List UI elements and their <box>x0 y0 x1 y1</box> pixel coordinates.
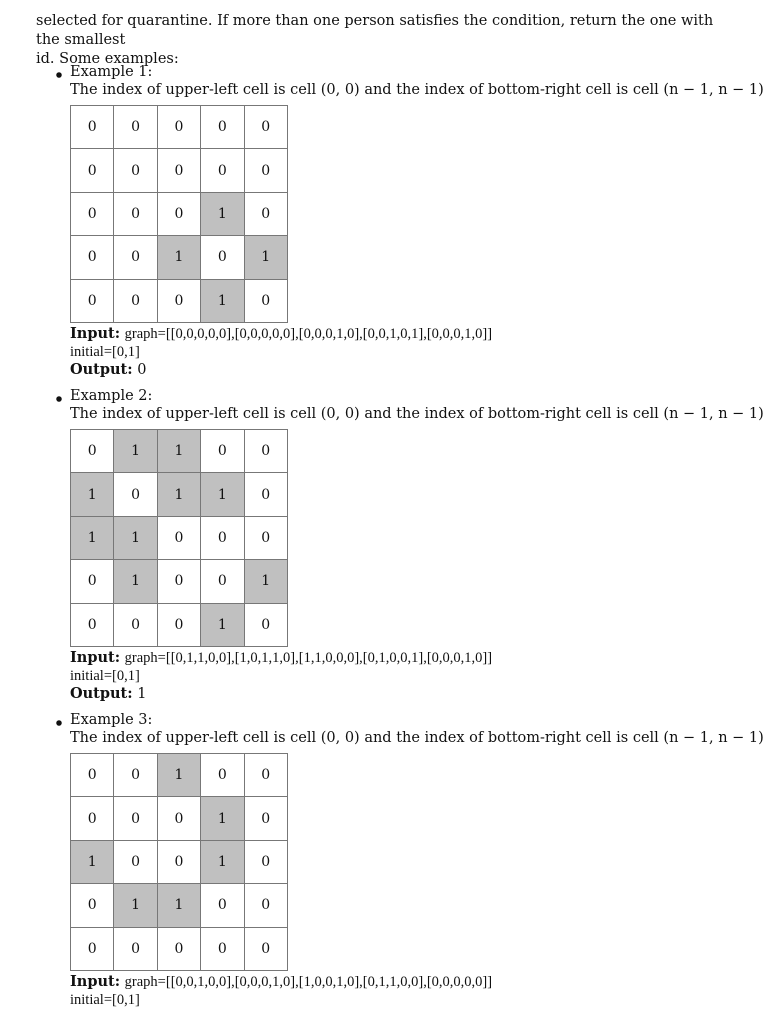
grid-cell-2-3: 1 <box>201 193 244 236</box>
grid-cell-3-0: 0 <box>71 560 114 603</box>
grid-cell-4-2: 0 <box>158 280 201 323</box>
grid-cell-0-1: 1 <box>114 430 157 473</box>
grid-cell-0-3: 0 <box>201 430 244 473</box>
grid-cell-1-2: 0 <box>158 149 201 192</box>
example-description: The index of upper-left cell is cell (0, 0) and the index of bottom-right cell is cell (n − 1, n − 1) <box>70 730 764 746</box>
example-title: Example 3: <box>70 712 153 728</box>
grid-cell-4-2: 0 <box>158 604 201 647</box>
grid-cell-0-2: 1 <box>158 754 201 797</box>
grid-cell-3-2: 1 <box>158 884 201 927</box>
grid-cell-2-4: 0 <box>245 193 288 236</box>
grid-cell-3-2: 0 <box>158 560 201 603</box>
intro-line-1: selected for quarantine. If more than one person satisfies the condition, return the one with the smallest <box>36 13 714 48</box>
input-label: Input: <box>70 325 121 342</box>
matrix-grid <box>70 429 288 647</box>
grid-cell-4-3: 0 <box>201 928 244 971</box>
grid-cell-0-1: 0 <box>114 754 157 797</box>
matrix-grid <box>70 105 288 323</box>
grid-cell-1-0: 0 <box>71 797 114 840</box>
example-output <box>70 685 146 703</box>
example-input <box>70 325 492 343</box>
grid-cell-4-0: 0 <box>71 604 114 647</box>
example-input <box>70 973 492 991</box>
bullet-icon <box>56 720 62 726</box>
grid-cell-0-1: 0 <box>114 106 157 149</box>
grid-cell-2-1: 0 <box>114 193 157 236</box>
grid-cell-4-1: 0 <box>114 604 157 647</box>
grid-cell-1-3: 1 <box>201 797 244 840</box>
intro-paragraph <box>36 12 736 69</box>
output-label: Output: <box>70 361 133 378</box>
input-label: Input: <box>70 973 121 990</box>
matrix-grid <box>70 753 288 971</box>
grid-cell-1-2: 1 <box>158 473 201 516</box>
example-description: The index of upper-left cell is cell (0, 0) and the index of bottom-right cell is cell (n − 1, n − 1) <box>70 406 764 422</box>
grid-cell-1-2: 0 <box>158 797 201 840</box>
grid-cell-3-4: 1 <box>245 560 288 603</box>
grid-cell-4-3: 1 <box>201 604 244 647</box>
grid-cell-1-4: 0 <box>245 149 288 192</box>
grid-cell-0-3: 0 <box>201 106 244 149</box>
grid-cell-3-3: 0 <box>201 560 244 603</box>
grid-cell-4-4: 0 <box>245 604 288 647</box>
grid-cell-3-1: 1 <box>114 560 157 603</box>
grid-cell-4-2: 0 <box>158 928 201 971</box>
grid-cell-3-0: 0 <box>71 236 114 279</box>
input-initial: initial=[0,1] <box>70 992 140 1008</box>
grid-cell-0-4: 0 <box>245 754 288 797</box>
grid-cell-0-4: 0 <box>245 430 288 473</box>
intro-line-2: id. Some examples: <box>36 51 179 67</box>
grid-cell-1-1: 0 <box>114 797 157 840</box>
example-output <box>70 361 146 379</box>
grid-cell-1-4: 0 <box>245 473 288 516</box>
grid-cell-3-0: 0 <box>71 884 114 927</box>
grid-cell-2-4: 0 <box>245 841 288 884</box>
grid-cell-4-0: 0 <box>71 280 114 323</box>
example-title: Example 1: <box>70 64 153 80</box>
grid-cell-0-0: 0 <box>71 430 114 473</box>
grid-cell-1-0: 0 <box>71 149 114 192</box>
grid-cell-1-3: 0 <box>201 149 244 192</box>
grid-cell-4-4: 0 <box>245 280 288 323</box>
grid-cell-2-0: 1 <box>71 517 114 560</box>
grid-cell-0-2: 0 <box>158 106 201 149</box>
grid-cell-1-0: 1 <box>71 473 114 516</box>
grid-cell-3-3: 0 <box>201 236 244 279</box>
output-value: 0 <box>137 362 147 378</box>
input-graph: graph=[[0,0,1,0,0],[0,0,0,1,0],[1,0,0,1,0],[0,1,1,0,0],[0,0,0,0,0]] <box>124 974 493 990</box>
bullet-icon <box>56 72 62 78</box>
grid-cell-4-1: 0 <box>114 928 157 971</box>
input-label: Input: <box>70 649 121 666</box>
grid-cell-4-3: 1 <box>201 280 244 323</box>
grid-cell-0-0: 0 <box>71 106 114 149</box>
output-value: 1 <box>137 686 147 702</box>
grid-cell-1-1: 0 <box>114 149 157 192</box>
grid-cell-2-2: 0 <box>158 517 201 560</box>
input-initial: initial=[0,1] <box>70 344 140 360</box>
grid-cell-4-0: 0 <box>71 928 114 971</box>
grid-cell-1-3: 1 <box>201 473 244 516</box>
grid-cell-4-1: 0 <box>114 280 157 323</box>
grid-cell-2-4: 0 <box>245 517 288 560</box>
grid-cell-2-3: 1 <box>201 841 244 884</box>
grid-cell-1-1: 0 <box>114 473 157 516</box>
grid-cell-2-2: 0 <box>158 841 201 884</box>
bullet-icon <box>56 396 62 402</box>
input-graph: graph=[[0,1,1,0,0],[1,0,1,1,0],[1,1,0,0,0],[0,1,0,0,1],[0,0,0,1,0]] <box>124 650 493 666</box>
grid-cell-0-2: 1 <box>158 430 201 473</box>
grid-cell-0-4: 0 <box>245 106 288 149</box>
example-input <box>70 649 492 667</box>
example-description: The index of upper-left cell is cell (0, 0) and the index of bottom-right cell is cell (n − 1, n − 1) <box>70 82 764 98</box>
input-graph: graph=[[0,0,0,0,0],[0,0,0,0,0],[0,0,0,1,0],[0,0,1,0,1],[0,0,0,1,0]] <box>124 326 493 342</box>
input-initial: initial=[0,1] <box>70 668 140 684</box>
grid-cell-2-3: 0 <box>201 517 244 560</box>
output-label: Output: <box>70 685 133 702</box>
grid-cell-2-0: 1 <box>71 841 114 884</box>
grid-cell-3-4: 1 <box>245 236 288 279</box>
grid-cell-4-4: 0 <box>245 928 288 971</box>
grid-cell-0-0: 0 <box>71 754 114 797</box>
grid-cell-1-4: 0 <box>245 797 288 840</box>
grid-cell-2-1: 0 <box>114 841 157 884</box>
grid-cell-2-0: 0 <box>71 193 114 236</box>
grid-cell-3-3: 0 <box>201 884 244 927</box>
grid-cell-2-2: 0 <box>158 193 201 236</box>
grid-cell-3-4: 0 <box>245 884 288 927</box>
grid-cell-3-1: 0 <box>114 236 157 279</box>
example-title: Example 2: <box>70 388 153 404</box>
grid-cell-2-1: 1 <box>114 517 157 560</box>
grid-cell-3-1: 1 <box>114 884 157 927</box>
grid-cell-3-2: 1 <box>158 236 201 279</box>
grid-cell-0-3: 0 <box>201 754 244 797</box>
